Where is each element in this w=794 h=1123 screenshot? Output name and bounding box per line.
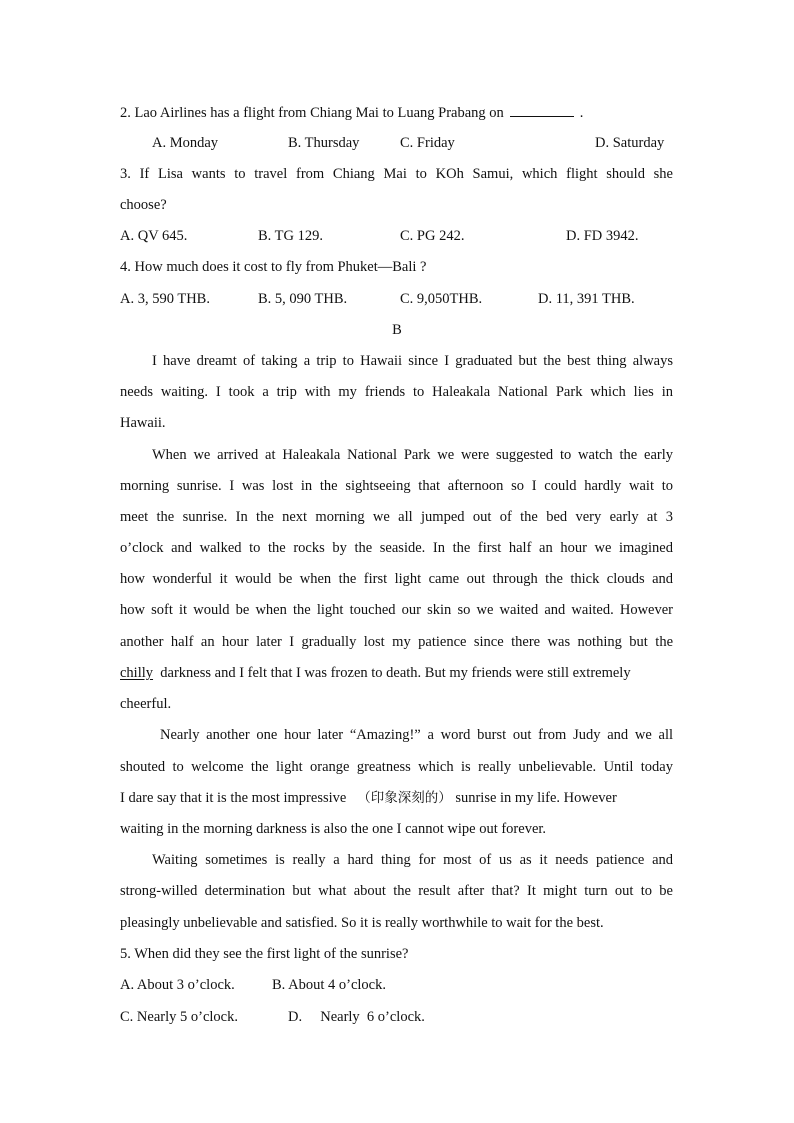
passage-p2-line-9: cheerful. [120, 696, 172, 712]
question-2-option-b: B. Thursday [288, 135, 360, 151]
passage-p2-line-2: morning sunrise. I was lost in the sightseeing that afternoon so I could hardly wait to [120, 478, 673, 494]
passage-p3-line-3-end: sunrise in my life. However [455, 790, 617, 806]
question-3-stem-line-1: 3. If Lisa wants to travel from Chiang Mai to KOh Samui, which flight should she [120, 166, 673, 182]
question-4-stem: 4. How much does it cost to fly from Phuket—Bali ? [120, 259, 427, 275]
question-4-option-b: B. 5, 090 THB. [258, 291, 348, 307]
question-3-option-b: B. TG 129. [258, 228, 323, 244]
chinese-gloss: （印象深刻的） [357, 790, 452, 806]
question-5-stem: 5. When did they see the first light of the sunrise? [120, 946, 409, 962]
question-5-option-c: C. Nearly 5 o’clock. [120, 1009, 238, 1025]
passage-p2-line-5: how wonderful it would be when the first light came out through the thick clouds and [120, 571, 673, 587]
passage-p2-line-1: When we arrived at Haleakala National Park we were suggested to watch the early [152, 447, 673, 463]
passage-p2-line-3: meet the sunrise. In the next morning we all jumped out of the bed very early at 3 [120, 509, 673, 525]
passage-p2-line-8 [120, 664, 673, 682]
question-2-option-c: C. Friday [400, 135, 455, 151]
passage-p3-line-3-start: I dare say that it is the most impressive [120, 790, 347, 806]
passage-p3-line-2: shouted to welcome the light orange greatness which is really unbelievable. Until today [120, 759, 673, 775]
answer-blank [510, 103, 574, 117]
question-3-option-c: C. PG 242. [400, 228, 465, 244]
passage-p1-line-3: Hawaii. [120, 415, 166, 431]
question-5-option-a: A. About 3 o’clock. [120, 977, 235, 993]
passage-p2-line-4: o’clock and walked to the rocks by the seaside. In the first half an hour we imagined [120, 540, 673, 556]
question-2-stem [120, 103, 673, 122]
passage-p3-line-4: waiting in the morning darkness is also the one I cannot wipe out forever. [120, 821, 547, 837]
passage-p2-line-7: another half an hour later I gradually lost my patience since there was nothing but the [120, 634, 673, 650]
question-4-option-c: C. 9,050THB. [400, 291, 483, 307]
passage-p4-line-3: pleasingly unbelievable and satisfied. So it is really worthwhile to wait for the best. [120, 915, 604, 931]
passage-p2-line-8-rest: darkness and I felt that I was frozen to death. But my friends were still extremely [160, 665, 631, 681]
question-2-stem-end: . [579, 105, 584, 121]
question-5-option-b: B. About 4 o’clock. [272, 977, 386, 993]
passage-p2-line-6: how soft it would be when the light touched our skin so we waited and waited. However [120, 602, 673, 618]
question-3-option-a: A. QV 645. [120, 228, 188, 244]
question-3-option-d: D. FD 3942. [566, 228, 639, 244]
passage-p1-line-2: needs waiting. I took a trip with my friends to Haleakala National Park which lies in [120, 384, 673, 400]
passage-p4-line-1: Waiting sometimes is really a hard thing for most of us as it needs patience and [152, 852, 673, 868]
question-2-stem-text: 2. Lao Airlines has a flight from Chiang Mai to Luang Prabang on [120, 105, 504, 121]
passage-p3-line-3 [120, 789, 673, 807]
question-5-option-d: D. Nearly 6 o’clock. [288, 1009, 425, 1025]
question-2-option-d: D. Saturday [595, 135, 665, 151]
question-2-option-a: A. Monday [152, 135, 219, 151]
underlined-word-chilly: chilly [120, 665, 154, 681]
passage-p3-line-1: Nearly another one hour later “Amazing!” a word burst out from Judy and we all [160, 727, 673, 743]
passage-p1-line-1: I have dreamt of taking a trip to Hawaii since I graduated but the best thing always [152, 353, 673, 369]
section-b-heading: B [392, 322, 402, 338]
question-3-stem-line-2: choose? [120, 197, 167, 213]
question-4-option-a: A. 3, 590 THB. [120, 291, 210, 307]
question-4-option-d: D. 11, 391 THB. [538, 291, 635, 307]
passage-p4-line-2: strong-willed determination but what about the result after that? It might turn out to be [120, 883, 673, 899]
